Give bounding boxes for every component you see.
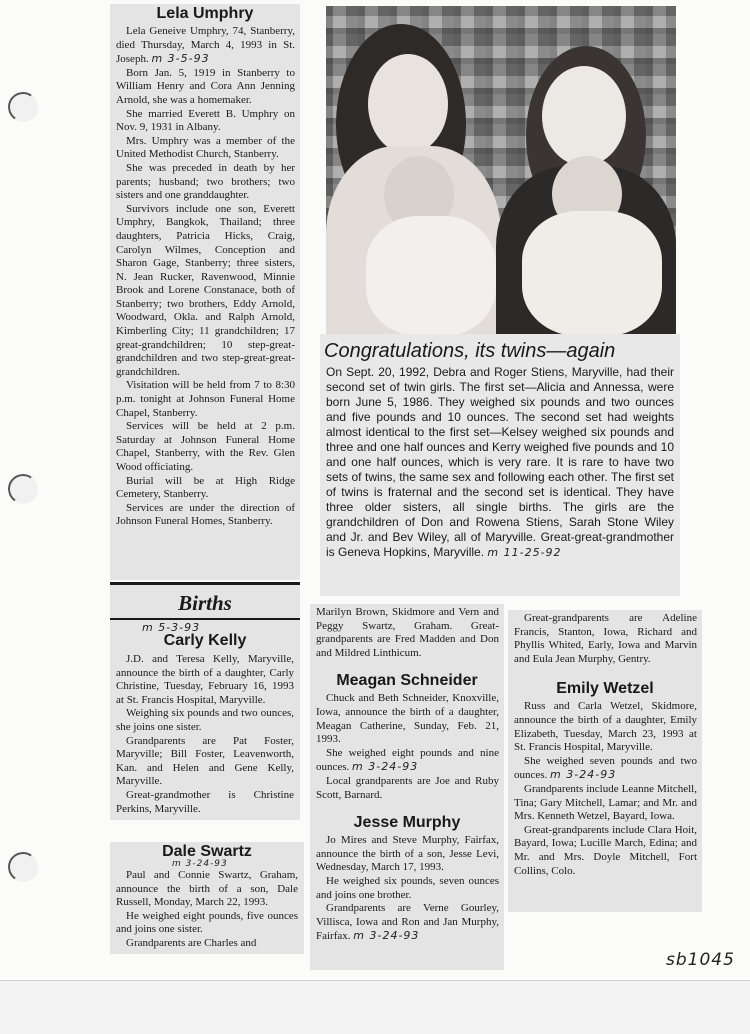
emily-heading: Emily Wetzel <box>556 680 654 698</box>
births-heading: Births <box>110 591 300 620</box>
meagan-paragraph: She weighed eight pounds and nine ounces. m 3-24-93 <box>316 746 499 774</box>
meagan-paragraph: Local grandparents are Joe and Ruby Scott, Barnard. <box>316 774 499 801</box>
jesse-paragraph: Jo Mires and Steve Murphy, Fairfax, announce the birth of a son, Jesse Levi, Wednesday, March 17, 1993. <box>316 834 499 874</box>
emily-paragraph: Great-grandparents include Clara Hoit, Bayard, Iowa; Lucille March, Edina; and Mr. and Mrs. Doyle Mitchell, Fort Collins, Colo. <box>514 823 697 877</box>
baby-right-blanket <box>522 211 662 334</box>
obituary-paragraph: Lela Geneive Umphry, 74, Stanberry, died Thursday, March 4, 1993 in St. Joseph. m 3-5-93 <box>116 25 295 66</box>
obituary-paragraph: Burial will be at High Ridge Cemetery, Stanberry. <box>116 474 295 501</box>
baby-left-blanket <box>366 216 496 334</box>
emily-paragraph: Russ and Carla Wetzel, Skidmore, announce the birth of a daughter, Emily Elizabeth, Tuesday, March 23, 1993 at St. Francis Hospital, Maryville. <box>514 700 697 754</box>
punch-hole <box>6 850 41 885</box>
handwritten-note: m 3-24-93 <box>172 859 228 869</box>
twins-body: On Sept. 20, 1992, Debra and Roger Stiens, Maryville, had their second set of twin girls. The first set—Alicia and Annessa, were born June 5, 1986. They weighed six pounds and two ounces and five pounds and 10 ounces. The second set had weights almost identical to the first set—Kelsey weighed six pounds and three and one half ounces and Kerry weighed five pounds and 10 and one half ounces, which is very rare. It is rare to have two sets of twins, the same sex and following each other. The first set of twins is fraternal and the second set is identical. They have three older sisters, all single births. The girls are the grandchildren of Don and Rowena Stiens, Sarah Stone Wiley and Jr. and Bev Wiley, all of Maryville. Great-great-grandmother is Geneva Hopkins, Maryville. m 11-25-92 <box>326 365 674 559</box>
jesse-paragraph: He weighed six pounds, seven ounces and joins one brother. <box>316 874 499 901</box>
carly-paragraph: Great-grandmother is Christine Perkins, Maryville. <box>116 788 294 815</box>
obituary-heading: Lela Umphry <box>156 5 254 22</box>
middle-clipping <box>310 604 504 970</box>
obituary-paragraph: Services will be held at 2 p.m. Saturday at Johnson Funeral Home Chapel, Stanberry, with the Rev. Glen Wood officiating. <box>116 420 295 473</box>
obituary-paragraph: She was preceded in death by her parents; husband; two brothers; two sisters and one granddaughter. <box>116 161 295 202</box>
obituary-paragraph: Born Jan. 5, 1919 in Stanberry to William Henry and Cora Ann Jenning Arnold, she was a homemaker. <box>116 66 295 106</box>
obituary-paragraph: Survivors include one son, Everett Umphry, Bangkok, Thailand; three daughters, Patricia Hicks, Craig, Carolyn Wilmes, Conception and Sharon Gage, Stanberry; three sisters, N. Jean Rucker, Ravenwood, Minnie Brook and Lorene Constanace, both of Stanberry; two brothers, Eddy Arnold, Woodward, Okla. and Ralph Arnold, Kimberling City; 11 grandchildren; 17 great-grandchildren; 10 step-great-grandchildren and two step-great-great-grandchildren. <box>116 202 295 378</box>
meagan-paragraph: Chuck and Beth Schneider, Knoxville, Iowa, announce the birth of a daughter, Meagan Catherine, Sunday, Feb. 21, 1993. <box>316 692 499 746</box>
scan-bottom-margin <box>0 980 750 1034</box>
dale-clipping <box>110 842 304 954</box>
twins-article <box>320 334 680 596</box>
obituary-paragraph: She married Everett B. Umphry on Nov. 9, 1931 in Albany. <box>116 107 295 134</box>
twins-heading: Congratulations, its twins—again <box>324 340 616 362</box>
handwritten-note: m 3-5-93 <box>151 52 210 66</box>
handwritten-note: m 3-24-93 <box>550 768 617 782</box>
obituary-clipping <box>110 4 300 580</box>
handwritten-note: m 5-3-93 <box>142 621 201 634</box>
emily-paragraph: She weighed seven pounds and two ounces. m 3-24-93 <box>514 754 697 782</box>
girl-left-face <box>368 54 448 154</box>
girl-right-face <box>542 66 626 166</box>
handwritten-note: m 3-24-93 <box>353 929 420 943</box>
jesse-paragraph: Grandparents are Verne Gourley, Villisca, Iowa and Ron and Jan Murphy, Fairfax. m 3-24-93 <box>316 902 499 943</box>
meagan-heading: Meagan Schneider <box>336 672 478 690</box>
jesse-continuation: Great-grandparents are Adeline Francis, Stanton, Iowa, Richard and Phyllis Whited, Early, Iowa and Marvin and Eula Jean Murphy, Gentry. <box>514 612 697 665</box>
punch-hole <box>6 90 41 125</box>
rule <box>110 582 300 585</box>
carly-paragraph: Grandparents are Pat Foster, Maryville; Bill Foster, Leavenworth, Kan. and Helen and Gene Kelly, Maryville. <box>116 734 294 788</box>
obituary-paragraph: Visitation will be held from 7 to 8:30 p.m. tonight at Johnson Funeral Home Chapel, Stanberry. <box>116 379 295 419</box>
dale-continuation: Marilyn Brown, Skidmore and Vern and Peggy Swartz, Graham. Great-grandparents are Fred Madden and Don and Mildred Linthicum. <box>316 606 499 659</box>
punch-hole <box>6 472 41 507</box>
emily-paragraph: Grandparents include Leanne Mitchell, Tina; Gary Mitchell, Lamar; and Mr. and Mrs. Kenneth Wetzel, Bayard, Iowa. <box>514 782 697 823</box>
right-clipping <box>508 610 702 912</box>
page-code: sb1045 <box>666 950 735 970</box>
carly-paragraph: J.D. and Teresa Kelly, Maryville, announce the birth of a daughter, Carly Christine, Tuesday, February 16, 1993 at St. Francis Hospital, Maryville. <box>116 653 294 706</box>
jesse-heading: Jesse Murphy <box>353 814 461 832</box>
carly-heading: Carly Kelly <box>163 632 247 649</box>
handwritten-note: m 3-24-93 <box>352 760 419 774</box>
handwritten-note: m 11-25-92 <box>487 546 562 559</box>
carly-paragraph: Weighing six pounds and two ounces, she joins one sister. <box>116 707 294 733</box>
dale-paragraph: Paul and Connie Swartz, Graham, announce the birth of a son, Dale Russell, Monday, March 22, 1993. <box>116 869 298 909</box>
obituary-paragraph: Mrs. Umphry was a member of the United Methodist Church, Stanberry. <box>116 134 295 161</box>
twins-photo <box>326 6 676 334</box>
dale-paragraph: Grandparents are Charles and <box>126 936 257 949</box>
dale-paragraph: He weighed eight pounds, five ounces and joins one sister. <box>116 909 298 936</box>
dale-heading: Dale Swartz <box>162 843 252 860</box>
births-clipping <box>110 582 300 820</box>
obituary-paragraph: Services are under the direction of Johnson Funeral Homes, Stanberry. <box>116 501 295 528</box>
